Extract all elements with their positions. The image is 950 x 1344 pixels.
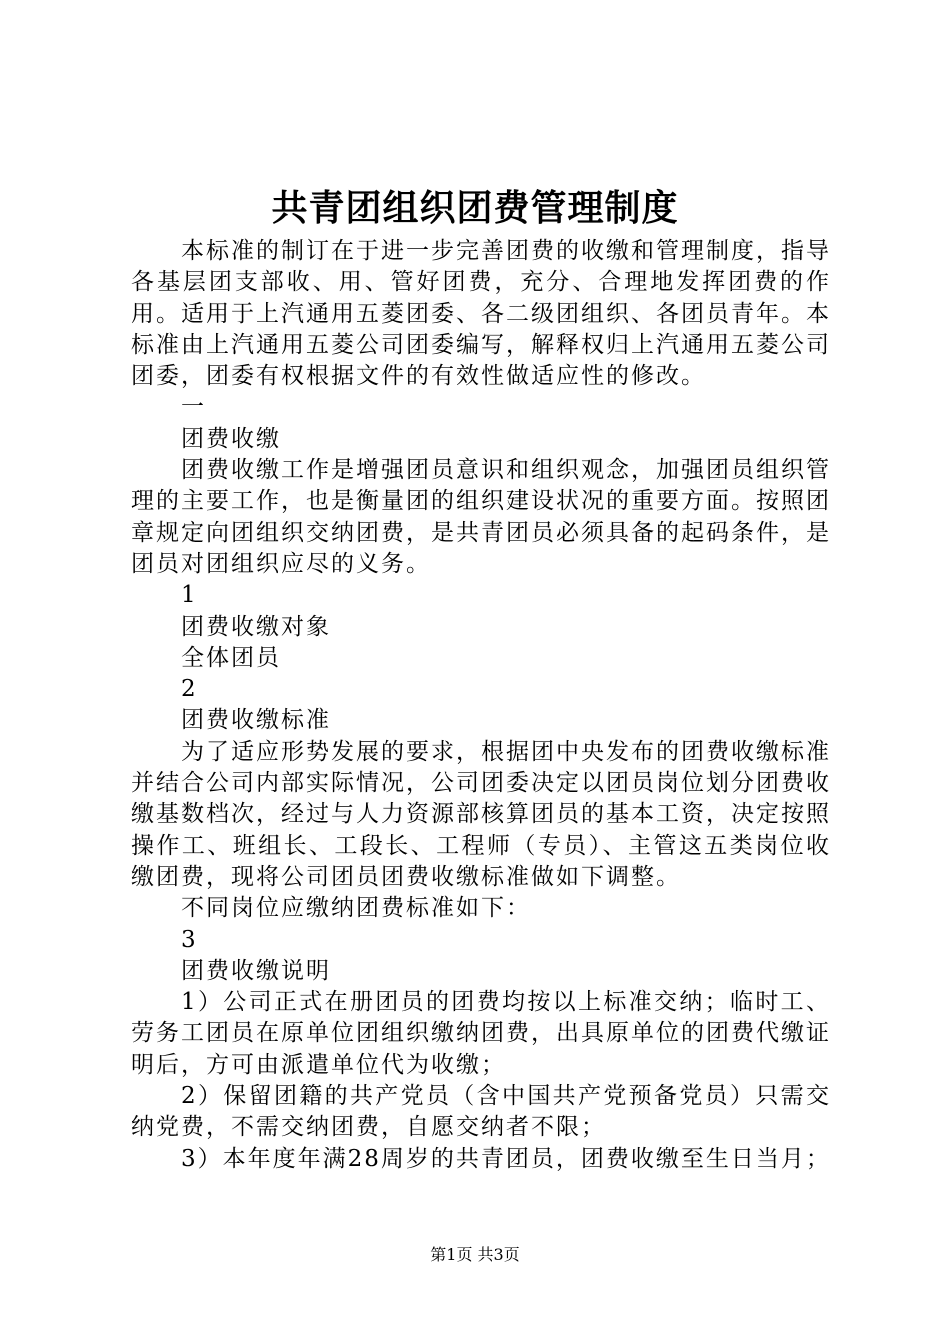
section-heading: 团费收缴 [181,425,281,452]
document-title: 共青团组织团费管理制度 [271,187,679,229]
subsection-paragraph: 不同岗位应缴纳团费标准如下： [181,895,531,922]
section-number: 一 [181,394,206,421]
section-paragraph: 团费收缴工作是增强团员意识和组织观念，加强团员组织管理的主要工作，也是衡量团的组织建设状况的重要方面。按照团章规定向团组织交纳团费，是共青团员必须具备的起码条件，是团员对团组织应尽的义务。 [131,457,831,577]
subsection-paragraph: 全体团员 [181,644,281,671]
subsection-heading: 团费收缴对象 [181,613,331,640]
subsection-paragraph: 为了适应形势发展的要求，根据团中央发布的团费收缴标准并结合公司内部实际情况，公司团委决定以团员岗位划分团费收缴基数档次，经过与人力资源部核算团员的基本工资，决定按照操作工、班组长、工段长、工程师（专员）、主管这五类岗位收缴团费，现将公司团员团费收缴标准做如下调整。 [131,738,831,890]
document-body [131,236,831,1175]
page-number-footer: 第1页 共3页 [430,1245,520,1264]
subsection-heading: 团费收缴说明 [181,957,331,984]
list-item: 2）保留团籍的共产党员（含中国共产党预备党员）只需交纳党费，不需交纳团费，自愿交纳者不限； [131,1083,831,1141]
subsection-number: 1 [181,582,198,609]
subsection-number: 3 [181,926,198,953]
subsection-number: 2 [181,676,198,703]
subsection-heading: 团费收缴标准 [181,707,331,734]
list-item: 1）公司正式在册团员的团费均按以上标准交纳；临时工、劳务工团员在原单位团组织缴纳团费，出具原单位的团费代缴证明后，方可由派遣单位代为收缴； [131,989,831,1078]
intro-paragraph: 本标准的制订在于进一步完善团费的收缴和管理制度，指导各基层团支部收、用、管好团费，充分、合理地发挥团费的作用。适用于上汽通用五菱团委、各二级团组织、各团员青年。本标准由上汽通用五菱公司团委编写，解释权归上汽通用五菱公司团委，团委有权根据文件的有效性做适应性的修改。 [131,238,831,390]
list-item: 3）本年度年满28周岁的共青团员，团费收缴至生日当月； [181,1145,831,1172]
